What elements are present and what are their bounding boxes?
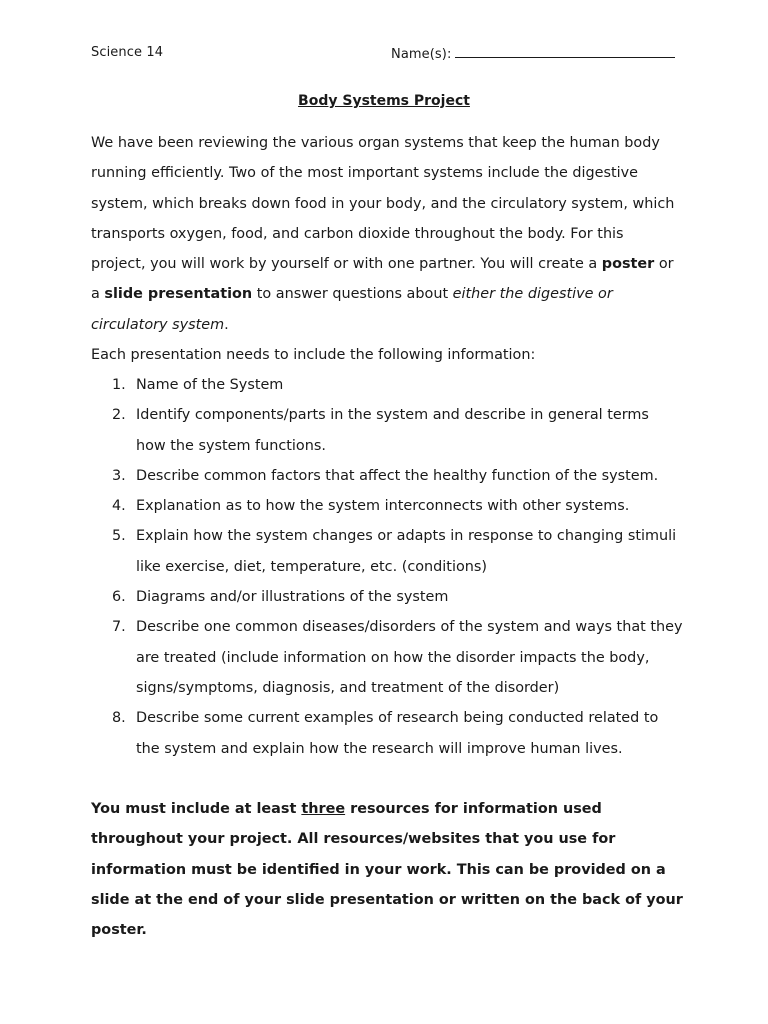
intro-text-2: or a [91, 256, 674, 303]
closing-underlined-three: three [301, 801, 346, 817]
names-blank-line[interactable] [455, 45, 675, 58]
names-field [391, 45, 675, 62]
intro-bold-poster: poster [601, 256, 655, 273]
closing-text-2: resources for information used throughout your project. All resources/websites that you use for information must be identified in your work. This can be provided on a slide at the end of your slide presentation or written on the back of your poster. [91, 801, 683, 939]
list-item [91, 521, 683, 582]
intro-paragraph [91, 128, 681, 340]
list-item-number: 8. [112, 710, 126, 727]
course-name: Science 14 [91, 45, 164, 60]
list-item [91, 582, 683, 612]
list-item-number: 3. [112, 467, 126, 484]
closing-paragraph [91, 794, 683, 945]
list-item [91, 703, 683, 764]
list-item-text: Describe one common diseases/disorders of the system and ways that they are treated (include information on how the disorder impacts the body, signs/symptoms, diagnosis, and treatment of the disorder) [136, 619, 683, 696]
intro-italic-systems: either the digestive or circulatory system [91, 286, 613, 333]
list-item [91, 461, 683, 491]
closing-text-1: You must include at least [91, 801, 302, 817]
list-item [91, 612, 683, 703]
intro-text-1: We have been reviewing the various organ systems that keep the human body running efficiently. Two of the most important systems include the digestive system, which breaks down food in your body, and the circulatory system, which transports oxygen, food, and carbon dioxide throughout the body. For this project, you will work by yourself or with one partner. You will create a [91, 135, 675, 273]
page-title-text: Body Systems Project [298, 93, 470, 109]
list-item-text: Name of the System [136, 377, 284, 393]
list-item [91, 400, 683, 461]
requirements-list [91, 370, 683, 764]
intro-text-4: . [224, 316, 229, 333]
list-item-number: 7. [112, 619, 126, 636]
names-label: Name(s): [391, 47, 452, 62]
list-item-number: 1. [112, 377, 126, 393]
intro-text-3: to answer questions about [252, 286, 453, 303]
list-item [91, 370, 683, 400]
list-item-number: 6. [112, 589, 126, 606]
list-item-text: Explanation as to how the system interconnects with other systems. [136, 498, 630, 515]
intro-bold-slide: slide presentation [104, 286, 253, 303]
list-item-number: 2. [112, 407, 126, 424]
list-item-number: 5. [112, 528, 126, 545]
list-item-text: Describe common factors that affect the healthy function of the system. [136, 467, 659, 484]
list-item-text: Identify components/parts in the system and describe in general terms how the system functions. [136, 407, 649, 454]
requirements-lead: Each presentation needs to include the following information: [91, 347, 536, 363]
list-item-text: Describe some current examples of research being conducted related to the system and explain how the research will improve human lives. [136, 710, 659, 757]
list-item-text: Diagrams and/or illustrations of the system [136, 589, 449, 606]
list-item [91, 491, 683, 521]
page-title [0, 93, 768, 109]
list-item-text: Explain how the system changes or adapts in response to changing stimuli like exercise, diet, temperature, etc. (conditions) [136, 528, 677, 575]
list-item-number: 4. [112, 498, 126, 515]
